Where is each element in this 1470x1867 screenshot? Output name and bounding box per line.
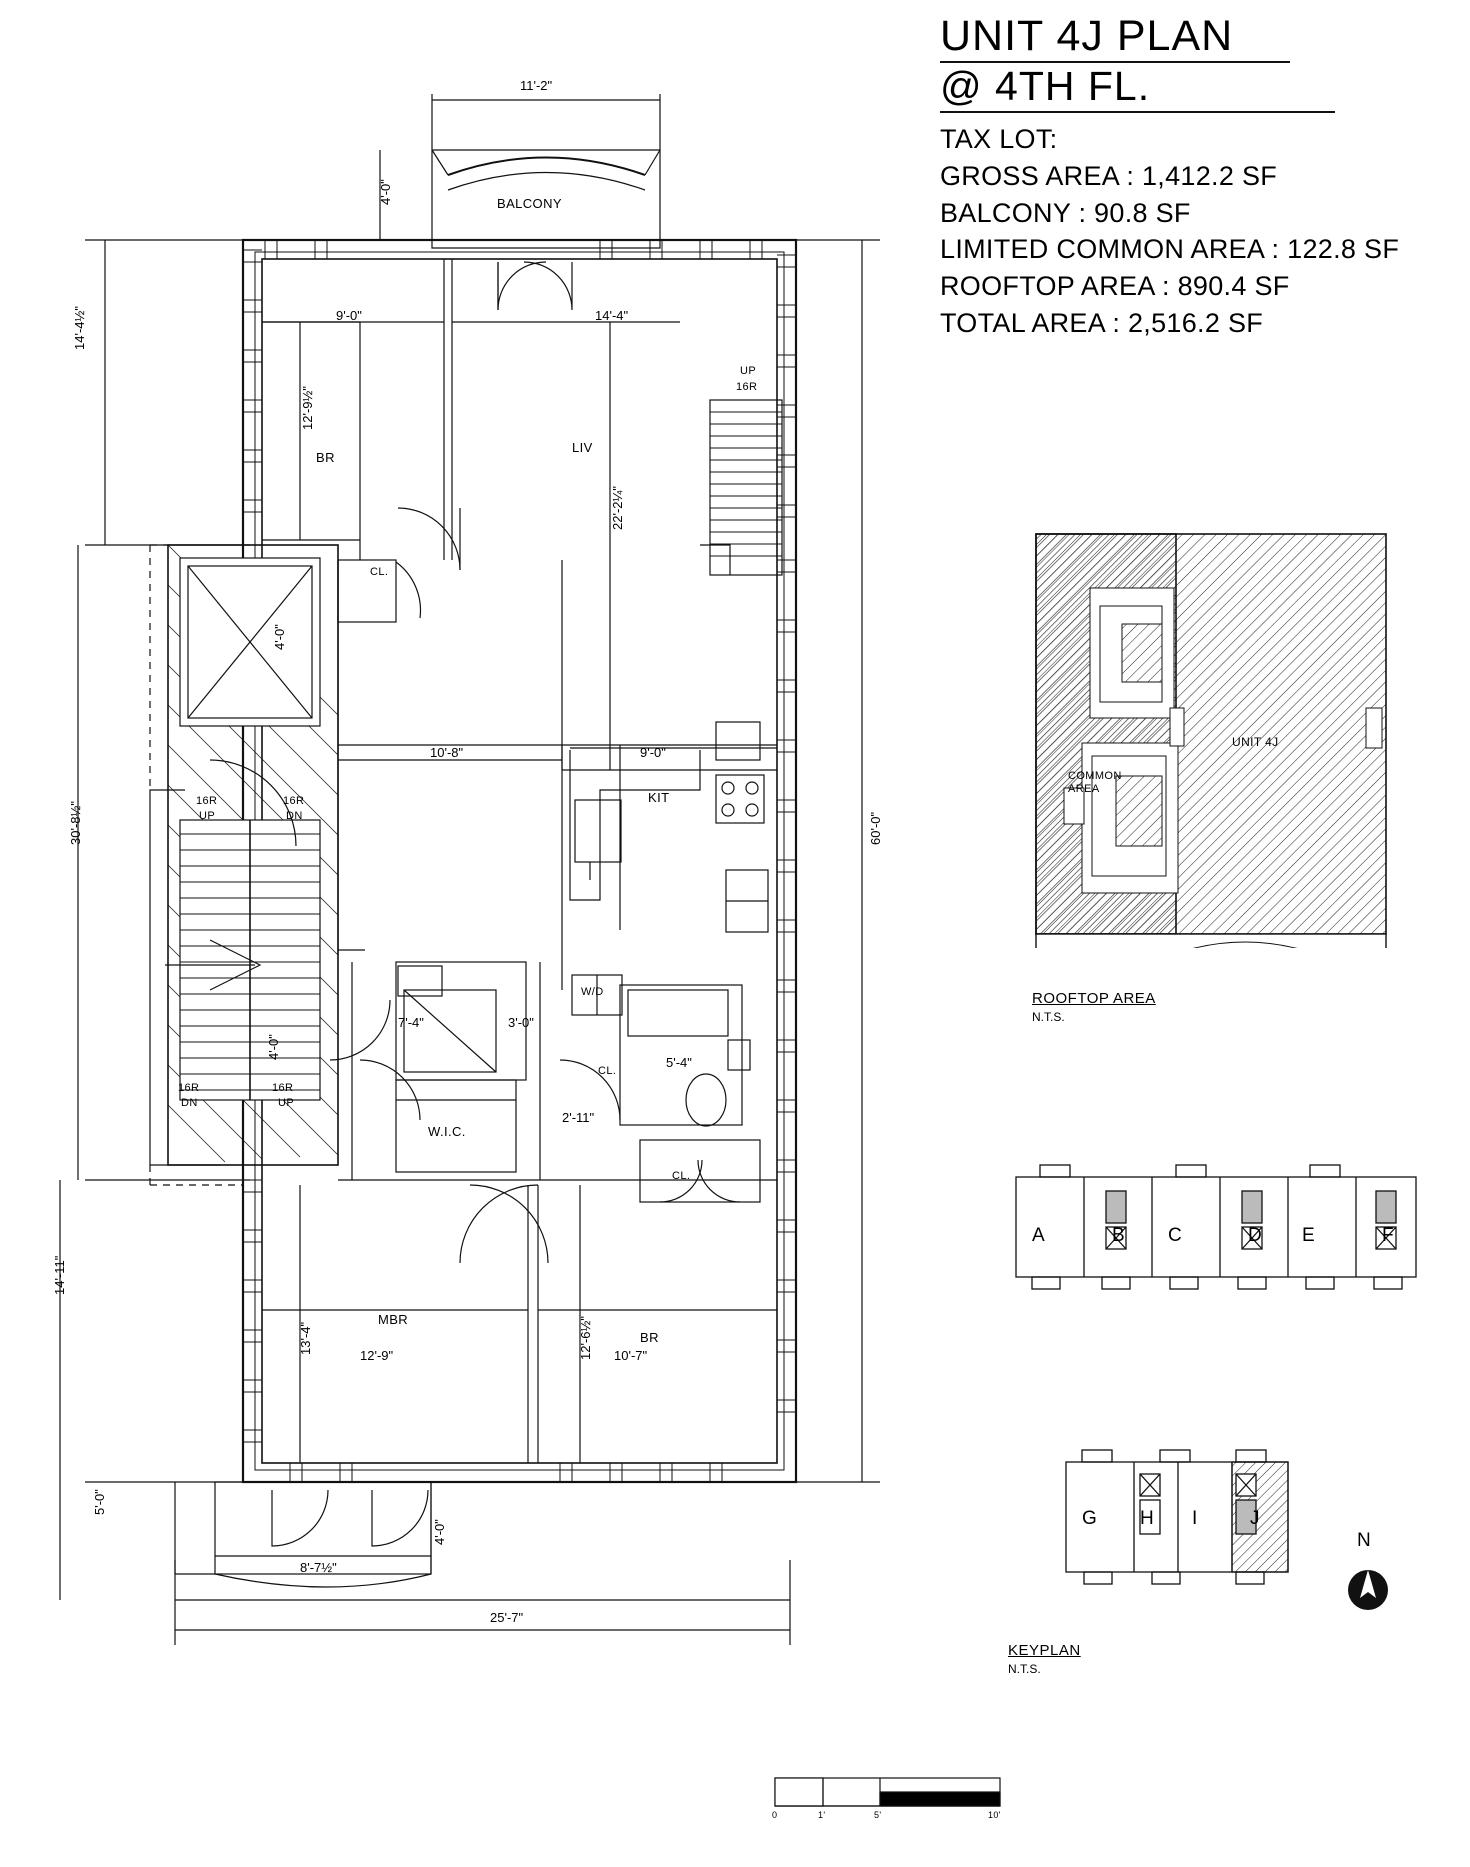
spec-total-area: TOTAL AREA : 2,516.2 SF bbox=[940, 307, 1264, 338]
rooftop-common-label: COMMON AREA bbox=[1068, 770, 1122, 795]
room-label-balcony: BALCONY bbox=[497, 196, 562, 211]
dim-overall-left-bot: 14'-11" bbox=[52, 1255, 67, 1295]
dim-overall-left-top: 14'-4½" bbox=[72, 306, 87, 350]
dim-liv-width: 14'-4" bbox=[595, 308, 629, 323]
room-label-liv: LIV bbox=[572, 440, 593, 455]
compass-label: N bbox=[1357, 1530, 1371, 1551]
dim-stair-width: 4'-0" bbox=[266, 1034, 281, 1060]
keyplan-unit-c: C bbox=[1168, 1225, 1182, 1246]
dim-rear-small: 4'-0" bbox=[432, 1519, 447, 1545]
rooftop-scale: N.T.S. bbox=[1032, 1010, 1065, 1024]
room-label-cl-hall: CL. bbox=[370, 566, 389, 578]
dim-overall-left-mid: 30'-8½" bbox=[68, 801, 83, 845]
dim-balcony-depth: 4'-0" bbox=[378, 179, 393, 205]
dim-hall-width: 10'-8" bbox=[430, 745, 464, 760]
compass-icon bbox=[1340, 1548, 1400, 1618]
room-label-br-rear: BR bbox=[640, 1330, 659, 1345]
spec-tax-lot: TAX LOT: bbox=[940, 124, 1058, 155]
stair-label-16r-dn-2: 16R bbox=[178, 1082, 200, 1094]
room-label-wic: W.I.C. bbox=[428, 1124, 466, 1139]
keyplan-caption: KEYPLAN bbox=[1008, 1642, 1081, 1659]
keyplan-unit-e: E bbox=[1302, 1225, 1315, 1246]
dim-br-front-width: 9'-0" bbox=[336, 308, 362, 323]
stair-label-up: UP bbox=[740, 365, 757, 377]
keyplan-unit-b: B bbox=[1112, 1225, 1125, 1246]
rooftop-unit-label: UNIT 4J bbox=[1232, 735, 1279, 749]
stair-label-16r: 16R bbox=[736, 381, 758, 393]
stair-label-dn-2: DN bbox=[181, 1097, 198, 1109]
dim-kit-width: 9'-0" bbox=[640, 745, 666, 760]
keyplan-unit-g: G bbox=[1082, 1508, 1097, 1529]
dim-overall-bottom: 25'-7" bbox=[490, 1610, 524, 1625]
dim-br-front-depth: 12'-9½" bbox=[300, 386, 315, 430]
dim-bath-width: 7'-4" bbox=[398, 1015, 424, 1030]
scalebar-tick-10: 10' bbox=[988, 1810, 1001, 1820]
dim-bath-depth: 3'-0" bbox=[508, 1015, 534, 1030]
rooftop-area-diagram bbox=[1030, 528, 1430, 948]
room-label-br-front: BR bbox=[316, 450, 335, 465]
room-label-cl-bath: CL. bbox=[598, 1065, 617, 1077]
stair-label-16r-up: 16R bbox=[196, 795, 218, 807]
dim-br-rear-width: 10'-7" bbox=[614, 1348, 648, 1363]
dim-wic: 2'-11" bbox=[562, 1110, 595, 1125]
spec-balcony: BALCONY : 90.8 SF bbox=[940, 197, 1191, 228]
spec-rooftop-area: ROOFTOP AREA : 890.4 SF bbox=[940, 271, 1290, 302]
dim-rear-yard: 8'-7½" bbox=[300, 1560, 337, 1575]
dim-overall-right: 60'-0" bbox=[868, 811, 883, 845]
keyplan-unit-f: F bbox=[1382, 1225, 1394, 1246]
dim-br-rear-depth: 12'-6½" bbox=[578, 1316, 593, 1360]
spec-limited-common-area: LIMITED COMMON AREA : 122.8 SF bbox=[940, 234, 1400, 265]
dim-liv-depth: 22'-2¼" bbox=[610, 486, 625, 530]
scalebar-tick-0: 0 bbox=[772, 1810, 778, 1820]
stair-label-16r-dn: 16R bbox=[283, 795, 305, 807]
stair-label-up-3: UP bbox=[278, 1097, 295, 1109]
keyplan-unit-d: D bbox=[1248, 1225, 1262, 1246]
page-subtitle: @ 4TH FL. bbox=[940, 63, 1151, 110]
keyplan-unit-i: I bbox=[1192, 1508, 1198, 1529]
dim-mbr-width: 12'-9" bbox=[360, 1348, 394, 1363]
rooftop-caption: ROOFTOP AREA bbox=[1032, 990, 1156, 1007]
stair-label-dn: DN bbox=[286, 810, 303, 822]
dim-elev: 4'-0" bbox=[272, 624, 287, 650]
keyplan-scale: N.T.S. bbox=[1008, 1662, 1041, 1676]
stair-label-16r-up-2: 16R bbox=[272, 1082, 294, 1094]
keyplan-unit-h: H bbox=[1140, 1508, 1154, 1529]
keyplan-upper-diagram bbox=[1010, 1155, 1430, 1300]
dim-overall-left-low: 5'-0" bbox=[92, 1489, 107, 1515]
dim-mbr-depth: 13'-4" bbox=[298, 1321, 313, 1355]
room-label-mbr: MBR bbox=[378, 1312, 409, 1327]
dim-balcony-width: 11'-2" bbox=[520, 78, 553, 93]
page-title: UNIT 4J PLAN bbox=[940, 12, 1234, 60]
room-label-wd: W/D bbox=[581, 986, 604, 998]
stair-label-up-2: UP bbox=[199, 810, 216, 822]
dim-bath2: 5'-4" bbox=[666, 1055, 692, 1070]
room-label-kit: KIT bbox=[648, 790, 670, 805]
spec-gross-area: GROSS AREA : 1,412.2 SF bbox=[940, 160, 1278, 191]
scalebar-tick-1: 1' bbox=[818, 1810, 826, 1820]
room-label-cl-rear: CL. bbox=[672, 1170, 691, 1182]
keyplan-unit-a: A bbox=[1032, 1225, 1045, 1246]
scalebar-tick-5: 5' bbox=[874, 1810, 882, 1820]
keyplan-unit-j: J bbox=[1250, 1508, 1260, 1529]
keyplan-lower-diagram bbox=[1060, 1440, 1380, 1600]
